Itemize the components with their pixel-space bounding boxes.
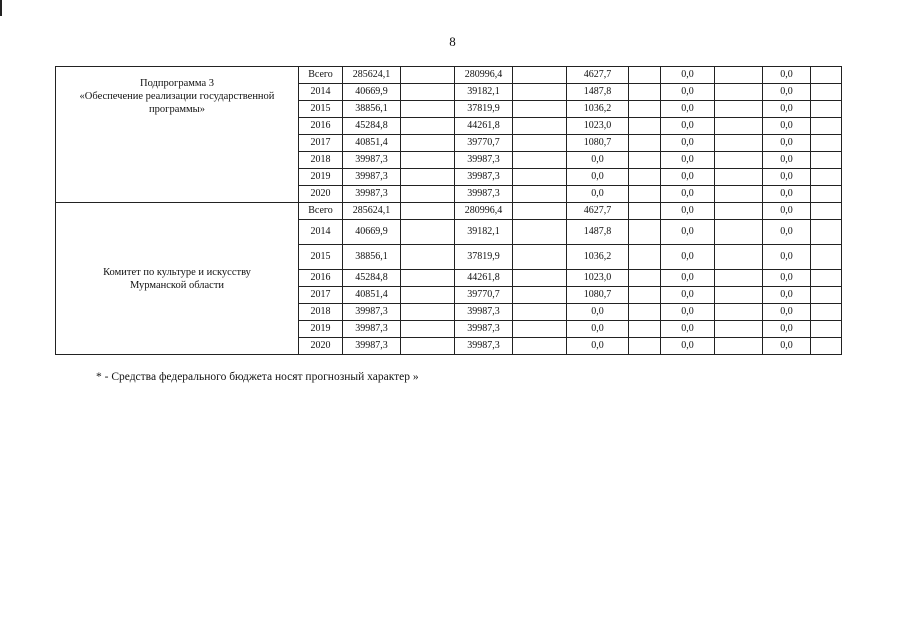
blank-cell — [401, 304, 455, 321]
regional-cell: 39770,7 — [455, 287, 513, 304]
blank-cell — [715, 152, 763, 169]
federal-cell: 4627,7 — [567, 67, 629, 84]
blank-cell — [811, 169, 842, 186]
page-number: 8 — [449, 34, 456, 49]
blank-cell — [715, 169, 763, 186]
local-cell: 0,0 — [661, 220, 715, 245]
other-cell: 0,0 — [763, 67, 811, 84]
local-cell: 0,0 — [661, 186, 715, 203]
local-cell: 0,0 — [661, 245, 715, 270]
section-name-line: Подпрограмма 3 — [140, 78, 214, 89]
regional-cell: 39987,3 — [455, 304, 513, 321]
year-cell: 2015 — [299, 101, 343, 118]
blank-cell — [629, 135, 661, 152]
blank-cell — [715, 321, 763, 338]
blank-cell — [513, 287, 567, 304]
blank-cell — [401, 67, 455, 84]
regional-cell: 37819,9 — [455, 101, 513, 118]
blank-cell — [629, 220, 661, 245]
total-cell: 40669,9 — [343, 84, 401, 101]
blank-cell — [715, 220, 763, 245]
local-cell: 0,0 — [661, 118, 715, 135]
blank-cell — [811, 84, 842, 101]
federal-cell: 1036,2 — [567, 245, 629, 270]
year-cell: 2018 — [299, 152, 343, 169]
federal-cell: 0,0 — [567, 338, 629, 355]
regional-cell: 39987,3 — [455, 186, 513, 203]
blank-cell — [401, 135, 455, 152]
blank-cell — [629, 203, 661, 220]
blank-cell — [513, 118, 567, 135]
local-cell: 0,0 — [661, 203, 715, 220]
total-cell: 40851,4 — [343, 287, 401, 304]
total-cell: 39987,3 — [343, 304, 401, 321]
local-cell: 0,0 — [661, 67, 715, 84]
blank-cell — [715, 135, 763, 152]
other-cell: 0,0 — [763, 169, 811, 186]
blank-cell — [513, 338, 567, 355]
footnote: * - Средства федерального бюджета носят прогнозный характер » — [96, 371, 419, 383]
year-cell: Всего — [299, 67, 343, 84]
blank-cell — [715, 245, 763, 270]
total-cell: 45284,8 — [343, 270, 401, 287]
total-cell: 39987,3 — [343, 321, 401, 338]
local-cell: 0,0 — [661, 304, 715, 321]
blank-cell — [401, 169, 455, 186]
blank-cell — [811, 186, 842, 203]
blank-cell — [629, 270, 661, 287]
blank-cell — [513, 270, 567, 287]
budget-table — [55, 66, 842, 355]
local-cell: 0,0 — [661, 152, 715, 169]
other-cell: 0,0 — [763, 270, 811, 287]
blank-cell — [401, 287, 455, 304]
regional-cell: 39987,3 — [455, 338, 513, 355]
other-cell: 0,0 — [763, 220, 811, 245]
blank-cell — [401, 270, 455, 287]
blank-cell — [513, 67, 567, 84]
federal-cell: 1487,8 — [567, 220, 629, 245]
federal-cell: 1023,0 — [567, 118, 629, 135]
blank-cell — [629, 67, 661, 84]
blank-cell — [715, 270, 763, 287]
total-cell: 40851,4 — [343, 135, 401, 152]
total-cell: 45284,8 — [343, 118, 401, 135]
blank-cell — [629, 321, 661, 338]
federal-cell: 1080,7 — [567, 287, 629, 304]
blank-cell — [513, 321, 567, 338]
year-cell: 2020 — [299, 186, 343, 203]
year-cell: 2016 — [299, 118, 343, 135]
local-cell: 0,0 — [661, 270, 715, 287]
regional-cell: 39987,3 — [455, 321, 513, 338]
blank-cell — [513, 101, 567, 118]
blank-cell — [715, 118, 763, 135]
total-cell: 39987,3 — [343, 169, 401, 186]
section-name-cell — [56, 203, 299, 355]
blank-cell — [513, 152, 567, 169]
blank-cell — [401, 186, 455, 203]
blank-cell — [715, 186, 763, 203]
blank-cell — [401, 321, 455, 338]
federal-cell: 0,0 — [567, 186, 629, 203]
blank-cell — [401, 338, 455, 355]
other-cell: 0,0 — [763, 338, 811, 355]
blank-cell — [811, 270, 842, 287]
local-cell: 0,0 — [661, 84, 715, 101]
year-cell: 2020 — [299, 338, 343, 355]
federal-cell: 1487,8 — [567, 84, 629, 101]
blank-cell — [811, 321, 842, 338]
total-cell: 285624,1 — [343, 67, 401, 84]
blank-cell — [715, 101, 763, 118]
blank-cell — [513, 135, 567, 152]
total-cell: 40669,9 — [343, 220, 401, 245]
blank-cell — [629, 304, 661, 321]
federal-cell: 0,0 — [567, 304, 629, 321]
total-cell: 285624,1 — [343, 203, 401, 220]
blank-cell — [401, 203, 455, 220]
table-row — [56, 203, 842, 220]
blank-cell — [811, 203, 842, 220]
table-row — [56, 67, 842, 84]
year-cell: 2014 — [299, 220, 343, 245]
blank-cell — [513, 304, 567, 321]
federal-cell: 1080,7 — [567, 135, 629, 152]
local-cell: 0,0 — [661, 169, 715, 186]
other-cell: 0,0 — [763, 101, 811, 118]
year-cell: Всего — [299, 203, 343, 220]
scan-edge-mark — [0, 0, 2, 16]
blank-cell — [629, 169, 661, 186]
year-cell: 2019 — [299, 169, 343, 186]
blank-cell — [401, 152, 455, 169]
blank-cell — [811, 338, 842, 355]
blank-cell — [401, 101, 455, 118]
regional-cell: 39770,7 — [455, 135, 513, 152]
total-cell: 39987,3 — [343, 338, 401, 355]
other-cell: 0,0 — [763, 135, 811, 152]
blank-cell — [513, 220, 567, 245]
blank-cell — [715, 67, 763, 84]
other-cell: 0,0 — [763, 287, 811, 304]
blank-cell — [811, 152, 842, 169]
other-cell: 0,0 — [763, 245, 811, 270]
regional-cell: 39182,1 — [455, 220, 513, 245]
other-cell: 0,0 — [763, 84, 811, 101]
blank-cell — [811, 245, 842, 270]
blank-cell — [513, 245, 567, 270]
other-cell: 0,0 — [763, 321, 811, 338]
federal-cell: 4627,7 — [567, 203, 629, 220]
regional-cell: 39987,3 — [455, 169, 513, 186]
year-cell: 2015 — [299, 245, 343, 270]
year-cell: 2018 — [299, 304, 343, 321]
federal-cell: 0,0 — [567, 321, 629, 338]
blank-cell — [629, 338, 661, 355]
federal-cell: 1036,2 — [567, 101, 629, 118]
blank-cell — [811, 118, 842, 135]
section-name-line: Мурманской области — [129, 279, 225, 291]
other-cell: 0,0 — [763, 186, 811, 203]
local-cell: 0,0 — [661, 287, 715, 304]
section-name-line: «Обеспечение реализации государственной — [79, 91, 275, 102]
other-cell: 0,0 — [763, 118, 811, 135]
blank-cell — [513, 203, 567, 220]
section-name-cell — [56, 67, 299, 203]
regional-cell: 44261,8 — [455, 118, 513, 135]
blank-cell — [715, 287, 763, 304]
blank-cell — [811, 220, 842, 245]
blank-cell — [629, 118, 661, 135]
regional-cell: 37819,9 — [455, 245, 513, 270]
section-name-line: программы» — [149, 104, 205, 115]
blank-cell — [513, 169, 567, 186]
blank-cell — [401, 220, 455, 245]
blank-cell — [629, 287, 661, 304]
blank-cell — [513, 186, 567, 203]
federal-cell: 0,0 — [567, 169, 629, 186]
local-cell: 0,0 — [661, 321, 715, 338]
year-cell: 2016 — [299, 270, 343, 287]
regional-cell: 39987,3 — [455, 152, 513, 169]
blank-cell — [715, 338, 763, 355]
blank-cell — [811, 304, 842, 321]
other-cell: 0,0 — [763, 203, 811, 220]
local-cell: 0,0 — [661, 135, 715, 152]
regional-cell: 39182,1 — [455, 84, 513, 101]
year-cell: 2014 — [299, 84, 343, 101]
blank-cell — [401, 84, 455, 101]
blank-cell — [401, 245, 455, 270]
blank-cell — [513, 84, 567, 101]
federal-cell: 1023,0 — [567, 270, 629, 287]
total-cell: 38856,1 — [343, 245, 401, 270]
year-cell: 2017 — [299, 135, 343, 152]
local-cell: 0,0 — [661, 338, 715, 355]
regional-cell: 44261,8 — [455, 270, 513, 287]
blank-cell — [811, 101, 842, 118]
blank-cell — [629, 84, 661, 101]
blank-cell — [629, 245, 661, 270]
other-cell: 0,0 — [763, 304, 811, 321]
local-cell: 0,0 — [661, 101, 715, 118]
blank-cell — [715, 84, 763, 101]
blank-cell — [811, 67, 842, 84]
total-cell: 39987,3 — [343, 186, 401, 203]
regional-cell: 280996,4 — [455, 203, 513, 220]
regional-cell: 280996,4 — [455, 67, 513, 84]
blank-cell — [629, 186, 661, 203]
other-cell: 0,0 — [763, 152, 811, 169]
blank-cell — [629, 101, 661, 118]
blank-cell — [811, 135, 842, 152]
blank-cell — [715, 304, 763, 321]
year-cell: 2017 — [299, 287, 343, 304]
year-cell: 2019 — [299, 321, 343, 338]
federal-cell: 0,0 — [567, 152, 629, 169]
total-cell: 39987,3 — [343, 152, 401, 169]
blank-cell — [629, 152, 661, 169]
total-cell: 38856,1 — [343, 101, 401, 118]
blank-cell — [715, 203, 763, 220]
section-name-line: Комитет по культуре и искусству — [103, 266, 251, 278]
blank-cell — [401, 118, 455, 135]
blank-cell — [811, 287, 842, 304]
